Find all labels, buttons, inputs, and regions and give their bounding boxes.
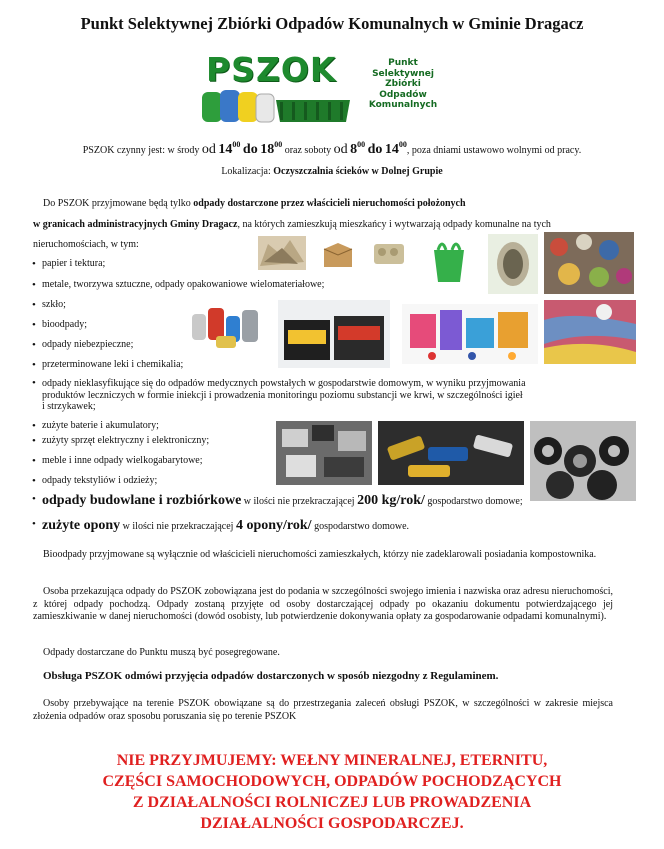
- list-item: • zużyte baterie i akumulatory;: [33, 420, 159, 431]
- textiles-clothes-image: [544, 300, 636, 364]
- intro-line-3: nieruchomościach, w tym:: [33, 239, 139, 250]
- not-accepted-warning: NIE PRZYJMUJEMY: WEŁNY MINERALNEJ, ETERNITU, CZĘŚCI SAMOCHODOWYCH, ODPADÓW POCHODZĄCYCH Z DZIAŁALNOŚCI ROLNICZEJ LUB PROWADZENIA DZIAŁALNOŚCI GOSPODARCZEJ.: [102, 752, 562, 832]
- batteries-image: [378, 421, 524, 485]
- refuse-paragraph: Obsługa PSZOK odmówi przyjęcia odpadów dostarczonych w sposób niezgodny z Regulaminem.: [43, 670, 499, 682]
- page-title: Punkt Selektywnej Zbiórki Odpadów Komunalnych w Gminie Dragacz: [80, 14, 584, 33]
- logo-wordmark: PSZOK: [206, 50, 337, 89]
- metal-cans-image: [186, 300, 268, 354]
- egg-carton-image: [370, 236, 408, 270]
- list-item: • przeterminowane leki i chemikalia;: [33, 359, 183, 370]
- cardboard-box-image: [318, 237, 358, 271]
- list-item: • odpady nieklasyfikujące się do odpadów medycznych powstałych w gospodarstwie domowym, w wyniku przyjmowania produktów leczniczych w formie iniekcji i prowadzenia monitoringu poziomu substancji we krwi, w szczególności igieł i strzykawek;: [33, 378, 613, 413]
- waste-containers-icon: [200, 86, 360, 128]
- list-item: • metale, tworzywa sztuczne, odpady opakowaniowe wielomateriałowe;: [33, 279, 324, 290]
- list-item: • meble i inne odpady wielkogabarytowe;: [33, 455, 203, 466]
- opening-hours: PSZOK czynny jest: w środy od $14^{00}$ do $18^{00}$ oraz soboty od $8^{00}$ do $14^{00}$, poza dniami ustawowo wolnymi od pracy.: [82, 140, 582, 157]
- rules-paragraph: Osoby przebywające na terenie PSZOK obowiązane są do przestrzegania zaleceń obsługi PSZOK, w szczególności w zakresie miejsca złożenia odpadów oraz sposobu poruszania się po terenie PSZOK: [33, 698, 613, 722]
- intro-line-1: Do PSZOK przyjmowane będą tylko odpady dostarczone przez właścicieli nieruchomości położonych: [43, 198, 466, 209]
- list-item: • zużyty sprzęt elektryczny i elektroniczny;: [33, 435, 209, 446]
- list-item: • szkło;: [33, 299, 66, 310]
- location: Lokalizacja: Oczyszczalnia ścieków w Dolnej Grupie: [221, 166, 443, 177]
- used-tyres-image: [530, 421, 636, 501]
- list-item: • odpady budowlane i rozbiórkowe w ilości nie przekraczającej 200 kg/rok/ gospodarstwo domowe;: [33, 493, 523, 509]
- tin-can-image: [488, 234, 538, 294]
- list-item: • zużyte opony w ilości nie przekraczającej 4 opony/rok/ gospodarstwo domowe.: [33, 518, 409, 534]
- car-batteries-image: [278, 300, 390, 368]
- logo-subtitle: Punkt Selektywnej Zbiórki Odpadów Komunalnych: [368, 58, 438, 110]
- bio-paragraph: Bioodpady przyjmowane są wyłącznie od właścicieli nieruchomości zamieszkałych, którzy nie zadeklarowali posiadania kompostownika.: [43, 549, 597, 560]
- pszok-logo: [200, 50, 450, 128]
- intro-line-2: w granicach administracyjnych Gminy Dragacz, na których zamieszkują mieszkańcy i wytwarzają odpady komunalne na tych: [33, 219, 551, 230]
- sorted-paragraph: Odpady dostarczane do Punktu muszą być posegregowane.: [43, 647, 280, 658]
- paper-waste-image: [258, 236, 306, 270]
- electronic-waste-image: [276, 421, 372, 485]
- medicines-chemicals-image: [402, 304, 538, 364]
- list-item: • odpady niebezpieczne;: [33, 339, 133, 350]
- mixed-waste-image: [544, 232, 634, 294]
- list-item: • bioodpady;: [33, 319, 87, 330]
- person-paragraph: Osoba przekazująca odpady do PSZOK zobowiązana jest do podania w szczególności swojego imienia i nazwiska oraz adresu nieruchomości, z której odpady pochodzą. Odpady zostaną przyjęte od osoby dostarczającej odpady po okazaniu dokumentu potwierdzającego jej zamieszkiwanie w danej nieruchomości (dowód osobisty, lub potwierdzenie dokonywania opłaty za gospodarowanie odpadami komunalnymi).: [33, 586, 613, 622]
- plastic-bag-image: [424, 236, 474, 284]
- list-item: • odpady tekstyliów i odzieży;: [33, 475, 157, 486]
- list-item: • papier i tektura;: [33, 258, 105, 269]
